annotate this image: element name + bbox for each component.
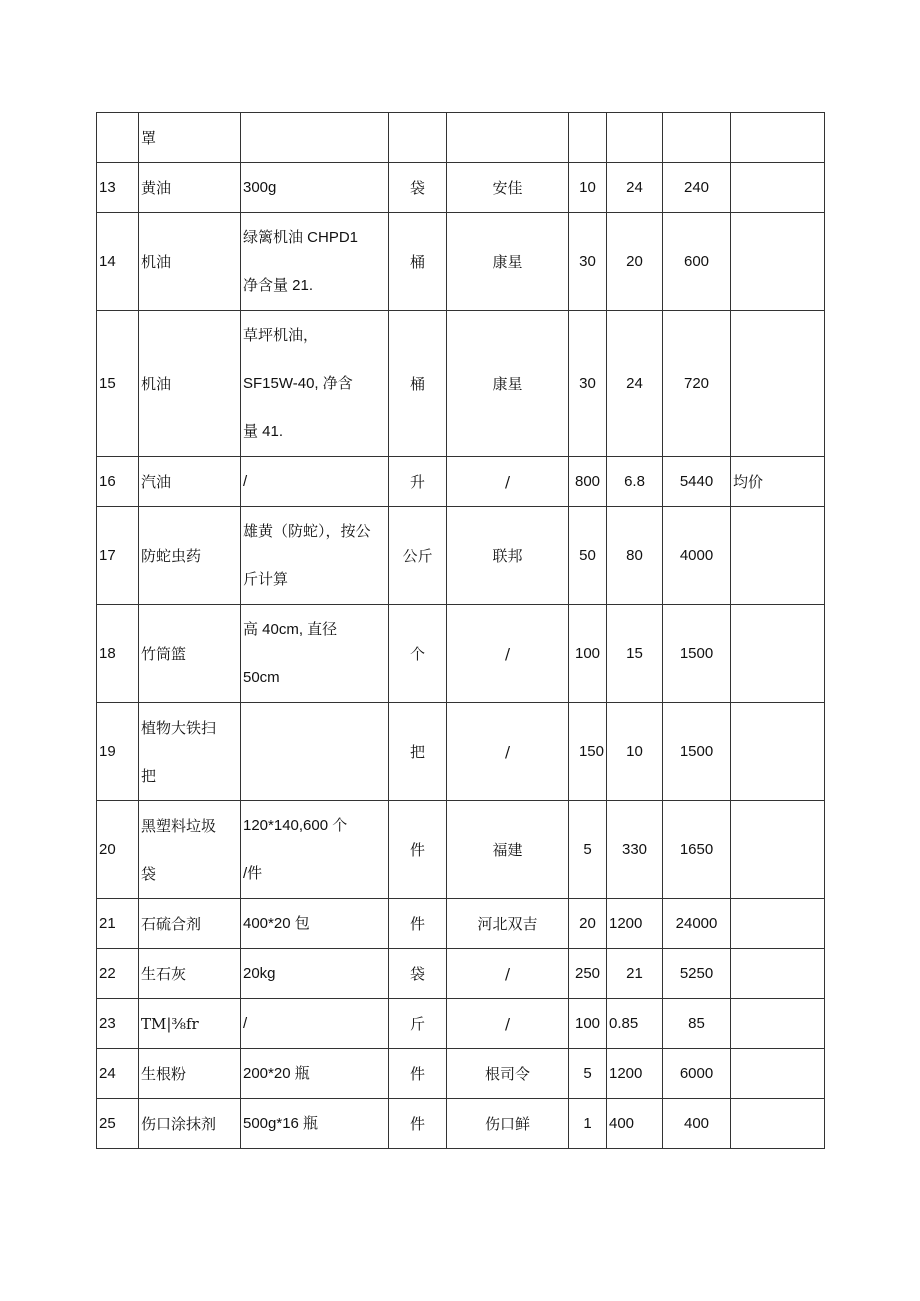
item-price — [607, 703, 663, 801]
item-brand-text: 康星 — [492, 252, 523, 271]
row-number-text: 23 — [99, 1014, 116, 1032]
item-total-text: 240 — [683, 178, 710, 196]
item-total — [663, 949, 731, 999]
item-name-text: 生石灰 — [141, 964, 187, 983]
item-name-text: 汽油 — [141, 472, 172, 491]
row-number-text: 21 — [99, 914, 116, 932]
item-unit-text: 件 — [409, 1064, 425, 1083]
item-unit — [389, 1049, 447, 1099]
table-row — [97, 507, 825, 605]
row-number — [97, 457, 139, 507]
item-brand — [447, 311, 569, 457]
item-brand-text: / — [504, 472, 511, 491]
item-brand-text: 根司令 — [484, 1064, 530, 1083]
item-total-text: 5250 — [679, 964, 714, 982]
item-price — [607, 163, 663, 213]
item-quantity-text: 800 — [574, 472, 601, 490]
item-spec — [241, 1099, 389, 1149]
row-number — [97, 311, 139, 457]
item-unit-text: 袋 — [409, 178, 425, 197]
item-quantity — [569, 311, 607, 457]
row-number — [97, 213, 139, 311]
table-row — [97, 899, 825, 949]
table-row — [97, 703, 825, 801]
item-total-text: 5440 — [679, 472, 714, 490]
item-note — [731, 801, 825, 899]
item-brand — [447, 703, 569, 801]
item-name — [139, 311, 241, 457]
item-quantity — [569, 605, 607, 703]
item-name — [139, 1099, 241, 1149]
item-spec-text: 草坪机油， SF15W-40, 净含 量 41. — [243, 326, 353, 440]
item-quantity — [569, 163, 607, 213]
item-spec-text: 绿篱机油 CHPD1 净含量 21. — [243, 228, 359, 294]
item-price-text: 21 — [626, 964, 643, 982]
item-price-text: 24 — [626, 178, 643, 196]
item-spec — [241, 703, 389, 801]
item-total — [663, 999, 731, 1049]
table-body — [97, 113, 825, 1149]
row-number-text: 25 — [99, 1114, 116, 1132]
item-quantity — [569, 999, 607, 1049]
item-total — [663, 213, 731, 311]
item-total-text: 1500 — [679, 742, 714, 760]
item-name-text: 防蛇虫药 — [141, 546, 202, 565]
item-total — [663, 113, 731, 163]
table-row — [97, 949, 825, 999]
item-total — [663, 507, 731, 605]
row-number — [97, 801, 139, 899]
item-price — [607, 507, 663, 605]
item-brand-text: / — [504, 742, 511, 761]
item-name — [139, 1049, 241, 1099]
item-spec — [241, 999, 389, 1049]
table-row — [97, 999, 825, 1049]
item-total — [663, 1049, 731, 1099]
item-brand-text: 伤口鲜 — [484, 1114, 530, 1133]
item-quantity — [569, 949, 607, 999]
item-spec — [241, 163, 389, 213]
row-number — [97, 1049, 139, 1099]
row-number — [97, 999, 139, 1049]
item-brand — [447, 999, 569, 1049]
item-name-text: 伤口涂抹剂 — [141, 1114, 217, 1133]
item-spec-text: / — [243, 1014, 248, 1032]
item-quantity — [569, 899, 607, 949]
item-unit — [389, 507, 447, 605]
item-brand-text: 安佳 — [492, 178, 523, 197]
item-quantity-text: 100 — [574, 644, 601, 662]
item-spec — [241, 507, 389, 605]
item-name-text: 植物大铁扫 把 — [141, 718, 217, 785]
item-quantity-text: 100 — [574, 1014, 601, 1032]
item-brand-text: / — [504, 1014, 511, 1033]
item-note — [731, 213, 825, 311]
item-brand-text: / — [504, 644, 511, 663]
item-total-text: 1500 — [679, 644, 714, 662]
item-price — [607, 899, 663, 949]
item-unit — [389, 113, 447, 163]
item-unit — [389, 949, 447, 999]
item-quantity — [569, 457, 607, 507]
item-unit — [389, 899, 447, 949]
item-name — [139, 163, 241, 213]
row-number — [97, 507, 139, 605]
row-number — [97, 113, 139, 163]
item-spec-text: 500g*16 瓶 — [243, 1114, 319, 1132]
item-price-text: 80 — [626, 546, 643, 564]
item-unit-text: 升 — [409, 472, 425, 491]
item-quantity-text: 50 — [579, 546, 596, 564]
item-name — [139, 899, 241, 949]
item-total-text: 400 — [683, 1114, 710, 1132]
row-number-text: 13 — [99, 178, 116, 196]
item-total-text: 1650 — [679, 840, 714, 858]
item-brand — [447, 457, 569, 507]
item-brand — [447, 163, 569, 213]
item-total-text: 4000 — [679, 546, 714, 564]
item-brand — [447, 113, 569, 163]
item-brand — [447, 507, 569, 605]
item-unit — [389, 703, 447, 801]
row-number — [97, 163, 139, 213]
item-price-text: 6.8 — [624, 472, 645, 490]
item-unit — [389, 311, 447, 457]
item-note-text: 均价 — [733, 472, 764, 491]
item-price-text: 400 — [609, 1114, 635, 1132]
row-number-text: 22 — [99, 964, 116, 982]
item-note — [731, 311, 825, 457]
table-row — [97, 213, 825, 311]
item-price — [607, 949, 663, 999]
item-note — [731, 457, 825, 507]
item-brand — [447, 801, 569, 899]
item-quantity-text: 30 — [579, 374, 596, 392]
item-name-text: 石硫合剂 — [141, 914, 202, 933]
item-name — [139, 999, 241, 1049]
row-number — [97, 605, 139, 703]
item-unit-text: 桶 — [409, 374, 425, 393]
item-quantity — [569, 801, 607, 899]
item-unit-text: 件 — [409, 840, 425, 859]
item-name-text: 机油 — [141, 374, 172, 393]
item-total — [663, 703, 731, 801]
row-number-text: 16 — [99, 472, 116, 490]
item-total — [663, 899, 731, 949]
item-total-text: 6000 — [679, 1064, 714, 1082]
table-row — [97, 605, 825, 703]
item-quantity-text: 150 — [578, 742, 604, 760]
item-spec — [241, 801, 389, 899]
item-spec-text: 200*20 瓶 — [243, 1064, 310, 1082]
item-spec — [241, 949, 389, 999]
item-name — [139, 703, 241, 801]
item-quantity — [569, 703, 607, 801]
item-note — [731, 605, 825, 703]
table-row — [97, 163, 825, 213]
item-name-text: TM|⅜fr — [141, 1014, 199, 1033]
item-unit-text: 公斤 — [402, 546, 433, 565]
item-total-text: 600 — [683, 252, 710, 270]
item-price — [607, 213, 663, 311]
item-price-text: 0.85 — [609, 1014, 639, 1032]
item-total — [663, 801, 731, 899]
item-quantity-text: 5 — [583, 840, 592, 858]
item-name — [139, 457, 241, 507]
item-total — [663, 163, 731, 213]
item-unit-text: 袋 — [409, 964, 425, 983]
item-brand — [447, 949, 569, 999]
item-brand — [447, 213, 569, 311]
item-spec — [241, 213, 389, 311]
item-note — [731, 949, 825, 999]
inventory-table — [96, 112, 825, 1149]
row-number-text: 24 — [99, 1064, 116, 1082]
item-name-text: 罩 — [141, 128, 157, 147]
item-note — [731, 507, 825, 605]
item-unit — [389, 801, 447, 899]
item-brand-text: 康星 — [492, 374, 523, 393]
item-note — [731, 1099, 825, 1149]
item-unit-text: 件 — [409, 914, 425, 933]
item-name — [139, 801, 241, 899]
item-spec — [241, 113, 389, 163]
item-name-text: 黑塑料垃圾 袋 — [141, 816, 217, 883]
item-price — [607, 605, 663, 703]
item-brand — [447, 899, 569, 949]
item-price-text: 330 — [621, 840, 648, 858]
item-spec — [241, 605, 389, 703]
item-brand-text: 联邦 — [492, 546, 523, 565]
item-quantity — [569, 1049, 607, 1099]
item-brand — [447, 1049, 569, 1099]
item-quantity — [569, 507, 607, 605]
row-number — [97, 703, 139, 801]
item-note — [731, 899, 825, 949]
item-name — [139, 507, 241, 605]
item-total — [663, 457, 731, 507]
item-price-text: 1200 — [609, 1064, 643, 1082]
item-total-text: 24000 — [675, 914, 718, 932]
row-number — [97, 949, 139, 999]
item-name-text: 生根粉 — [141, 1064, 187, 1083]
table-row — [97, 113, 825, 163]
item-spec-text: 300g — [243, 178, 277, 196]
item-quantity — [569, 113, 607, 163]
table-row — [97, 457, 825, 507]
item-note — [731, 703, 825, 801]
item-unit-text: 斤 — [409, 1014, 425, 1033]
item-brand — [447, 1099, 569, 1149]
item-quantity-text: 30 — [579, 252, 596, 270]
item-quantity — [569, 1099, 607, 1149]
item-brand-text: 河北双吉 — [477, 914, 538, 933]
item-total-text: 720 — [683, 374, 710, 392]
item-price-text: 10 — [626, 742, 643, 760]
item-spec — [241, 457, 389, 507]
item-price — [607, 311, 663, 457]
item-spec — [241, 899, 389, 949]
item-note — [731, 1049, 825, 1099]
item-name — [139, 949, 241, 999]
item-quantity-text: 1 — [583, 1114, 592, 1132]
item-unit-text: 桶 — [409, 252, 425, 271]
table-row — [97, 1049, 825, 1099]
item-name — [139, 605, 241, 703]
item-total — [663, 1099, 731, 1149]
table-row — [97, 1099, 825, 1149]
item-spec-text: 雄黄（防蛇），按公 斤计算 — [243, 522, 371, 588]
item-price-text: 15 — [626, 644, 643, 662]
row-number-text: 17 — [99, 546, 116, 564]
item-note — [731, 999, 825, 1049]
item-spec-text: 20kg — [243, 964, 276, 982]
row-number — [97, 899, 139, 949]
item-spec — [241, 1049, 389, 1099]
table-row — [97, 311, 825, 457]
item-note — [731, 113, 825, 163]
item-name-text: 机油 — [141, 252, 172, 271]
item-price-text: 1200 — [609, 914, 643, 932]
item-quantity-text: 20 — [579, 914, 596, 932]
row-number — [97, 1099, 139, 1149]
item-unit-text: 个 — [409, 644, 425, 663]
item-unit — [389, 999, 447, 1049]
item-price-text: 20 — [626, 252, 643, 270]
item-price — [607, 999, 663, 1049]
item-name — [139, 113, 241, 163]
row-number-text: 15 — [99, 374, 116, 392]
item-unit — [389, 1099, 447, 1149]
item-name — [139, 213, 241, 311]
item-price — [607, 1049, 663, 1099]
item-unit — [389, 163, 447, 213]
item-unit-text: 件 — [409, 1114, 425, 1133]
row-number-text: 19 — [99, 742, 116, 760]
item-total — [663, 311, 731, 457]
item-note — [731, 163, 825, 213]
item-spec-text: 120*140,600 个 /件 — [243, 816, 348, 882]
item-quantity-text: 250 — [574, 964, 601, 982]
table-row — [97, 801, 825, 899]
item-brand-text: / — [504, 964, 511, 983]
item-quantity-text: 5 — [583, 1064, 592, 1082]
item-quantity — [569, 213, 607, 311]
item-price — [607, 113, 663, 163]
item-total — [663, 605, 731, 703]
row-number-text: 20 — [99, 840, 116, 858]
row-number-text: 18 — [99, 644, 116, 662]
item-spec-text: / — [243, 472, 248, 490]
row-number-text: 14 — [99, 252, 116, 270]
item-unit — [389, 605, 447, 703]
item-spec — [241, 311, 389, 457]
item-total-text: 85 — [688, 1014, 705, 1032]
item-unit-text: 把 — [409, 742, 425, 761]
item-unit — [389, 457, 447, 507]
item-quantity-text: 10 — [579, 178, 596, 196]
item-name-text: 黄油 — [141, 178, 172, 197]
item-brand-text: 福建 — [492, 840, 523, 859]
item-price — [607, 1099, 663, 1149]
item-spec-text: 400*20 包 — [243, 914, 310, 932]
item-spec-text: 高 40cm, 直径 50cm — [243, 620, 338, 686]
item-unit — [389, 213, 447, 311]
item-brand — [447, 605, 569, 703]
item-price — [607, 801, 663, 899]
item-price — [607, 457, 663, 507]
item-name-text: 竹筒篮 — [141, 644, 187, 663]
item-price-text: 24 — [626, 374, 643, 392]
